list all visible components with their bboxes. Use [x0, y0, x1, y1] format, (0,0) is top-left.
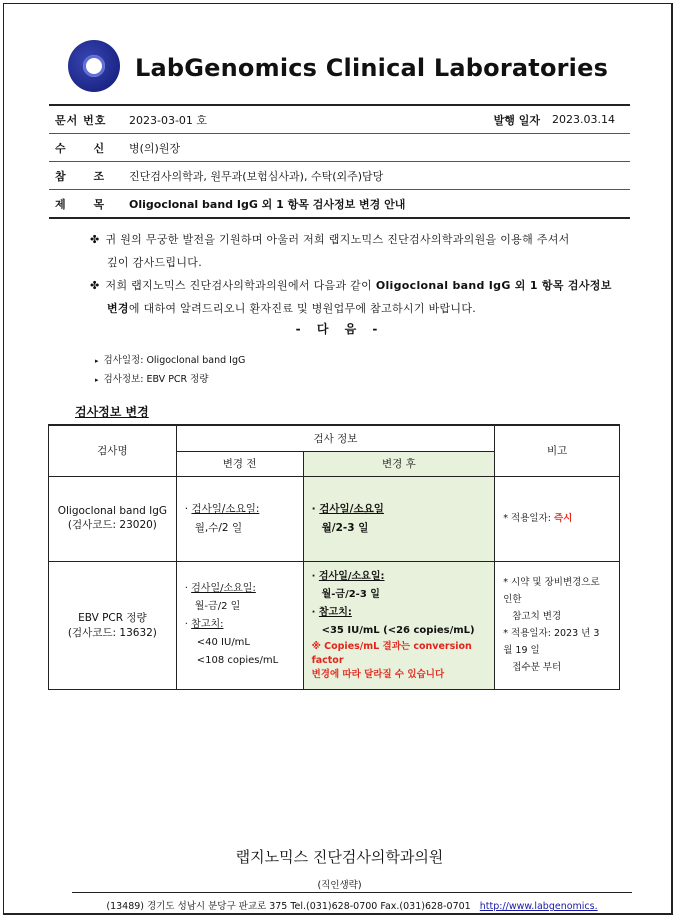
bullet-icon: ✤	[90, 233, 100, 246]
subject: Oligoclonal band IgG 외 1 항목 검사정보 변경 안내	[129, 197, 406, 211]
header-after: 변경 후	[303, 451, 495, 476]
section-title: 검사정보 변경	[75, 405, 149, 419]
header-test-info: 검사 정보	[176, 425, 494, 451]
company-logo	[68, 40, 120, 92]
cc: 진단검사의학과, 원무과(보험심사과), 수탁(외주)담당	[129, 169, 384, 183]
r2-before: · 검사일/소요일: 월-금/2 일 · 참고치: <40 IU/mL <108 copies/mL	[176, 561, 303, 689]
company-name: LabGenomics Clinical Laboratories	[135, 54, 609, 82]
r2-note: * 시약 및 장비변경으로 인한 참고치 변경 * 적용일자: 2023 년 3 월 19 일 접수분 부터	[495, 561, 620, 689]
r2-name-cell: EBV PCR 정량 (검사코드: 13632)	[49, 561, 177, 689]
issue-date: 2023.03.14	[552, 113, 615, 126]
footer-org-name: 랩지노믹스 진단검사의학과의원	[235, 848, 444, 866]
recipient-label: 수 신	[55, 141, 117, 155]
website-link[interactable]: http://www.labgenomics.	[479, 901, 598, 912]
r1-name-cell: Oligoclonal band IgG (검사코드: 23020)	[49, 476, 177, 561]
recipient: 병(의)원장	[129, 141, 181, 155]
footer-address: (13489) 경기도 성남시 분당구 판교로 375 Tel.(031)628-0700 Fax.(031)628-0701 http://www.labgenomics.	[106, 901, 598, 912]
issue-date-label: 발행 일자	[493, 113, 540, 127]
notice-paragraph-2: ✤ 저희 랩지노믹스 진단검사의학과의원에서 다음과 같이 Oligoclonal band IgG 외 1 항목 검사정보 변경에 대하여 알려드리오니 환자진료 및 병원업무에 참고하시기 바랍니다.	[90, 279, 612, 315]
r1-note: * 적용일자: 즉시	[495, 476, 620, 561]
header-test-name: 검사명	[49, 425, 177, 476]
triangle-icon: ▸	[95, 357, 99, 365]
cc-label: 참 조	[55, 169, 117, 183]
triangle-icon: ▸	[95, 376, 99, 384]
r1-before: · 검사일/소요일: 월,수/2 일	[176, 476, 303, 561]
header-before: 변경 전	[176, 451, 303, 476]
footer-divider	[72, 892, 632, 893]
doc-no: 2023-03-01 호	[129, 113, 208, 127]
subject-label: 제 목	[55, 197, 117, 211]
change-table	[48, 424, 620, 690]
header-note: 비고	[495, 425, 620, 476]
document-header	[49, 104, 630, 219]
center-heading: - 다 음 -	[295, 322, 384, 336]
notice-paragraph-1: ✤ 귀 원의 무궁한 발전을 기원하며 아울러 저희 랩지노믹스 진단검사의학과의원을 이용해 주셔서 깊이 감사드립니다.	[90, 233, 570, 269]
r2-after: · 검사일/소요일: 월-금/2-3 일 · 참고치: <35 IU/mL (<26 copies/mL) ※ Copies/mL 결과는 conversion factor 변경에 따라 달라질 수 있습니다	[303, 561, 495, 689]
footer-stamp: (직인생략)	[317, 880, 362, 891]
list-item: ▸ 검사정보: EBV PCR 정량	[95, 374, 209, 385]
doc-no-label: 문서 번호	[55, 113, 107, 127]
r1-after: · 검사일/소요일 월/2-3 일	[303, 476, 495, 561]
bullet-icon: ✤	[90, 279, 100, 292]
list-item: ▸ 검사일정: Oligoclonal band IgG	[95, 355, 246, 366]
